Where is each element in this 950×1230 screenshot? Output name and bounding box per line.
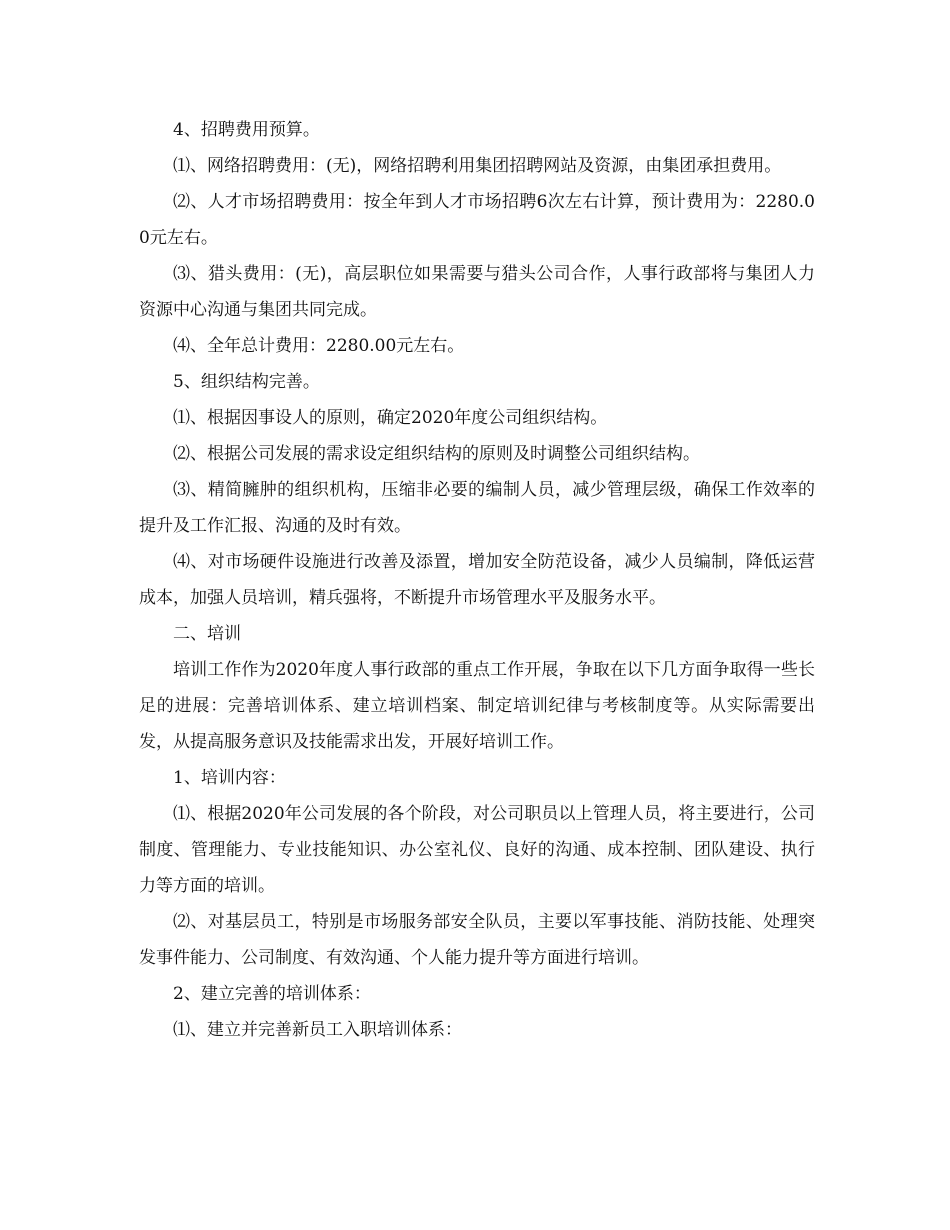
paragraph-headhunter-cost: ⑶、猎头费用：(无)，高层职位如果需要与猎头公司合作，人事行政部将与集团人力资源中心沟通与集团共同完成。: [139, 264, 815, 320]
paragraph-org-structure-item-3: ⑶、精简臃肿的组织机构，压缩非必要的编制人员，减少管理层级，确保工作效率的提升及工作汇报、沟通的及时有效。: [139, 480, 815, 536]
paragraph-recruitment-budget-heading: 4、招聘费用预算。: [173, 120, 320, 140]
paragraph-org-structure-item-4: ⑷、对市场硬件设施进行改善及添置，增加安全防范设备，减少人员编制，降低运营成本，加强人员培训，精兵强将，不断提升市场管理水平及服务水平。: [139, 552, 815, 608]
paragraph-org-structure-item-2: ⑵、根据公司发展的需求设定组织结构的原则及时调整公司组织结构。: [173, 444, 700, 464]
paragraph-total-cost: ⑷、全年总计费用：2280.00元左右。: [173, 336, 465, 356]
paragraph-online-recruitment-cost: ⑴、网络招聘费用：(无)，网络招聘利用集团招聘网站及资源，由集团承担费用。: [173, 156, 782, 176]
paragraph-training-content-item-2: ⑵、对基层员工，特别是市场服务部安全队员，主要以军事技能、消防技能、处理突发事件能力、公司制度、有效沟通、个人能力提升等方面进行培训。: [139, 912, 815, 968]
paragraph-talent-market-cost: ⑵、人才市场招聘费用：按全年到人才市场招聘6次左右计算，预计费用为：2280.00元左右。: [139, 192, 815, 248]
paragraph-org-structure-item-1: ⑴、根据因事设人的原则，确定2020年度公司组织结构。: [173, 408, 608, 428]
paragraph-training-system-item-1: ⑴、建立并完善新员工入职培训体系：: [173, 1020, 462, 1040]
paragraph-org-structure-heading: 5、组织结构完善。: [173, 372, 320, 392]
paragraph-training-heading: 二、培训: [173, 624, 241, 644]
paragraph-training-content-item-1: ⑴、根据2020年公司发展的各个阶段，对公司职员以上管理人员，将主要进行，公司制度、管理能力、专业技能知识、办公室礼仪、良好的沟通、成本控制、团队建设、执行力等方面的培训。: [139, 804, 815, 896]
paragraph-training-content-heading: 1、培训内容：: [173, 768, 286, 788]
paragraph-training-system-heading: 2、建立完善的培训体系：: [173, 984, 371, 1004]
paragraph-training-intro: 培训工作作为2020年度人事行政部的重点工作开展，争取在以下几方面争取得一些长足的进展：完善培训体系、建立培训档案、制定培训纪律与考核制度等。从实际需要出发，从提高服务意识及技能需求出发，开展好培训工作。: [139, 660, 815, 752]
document-page: [139, 112, 815, 1048]
